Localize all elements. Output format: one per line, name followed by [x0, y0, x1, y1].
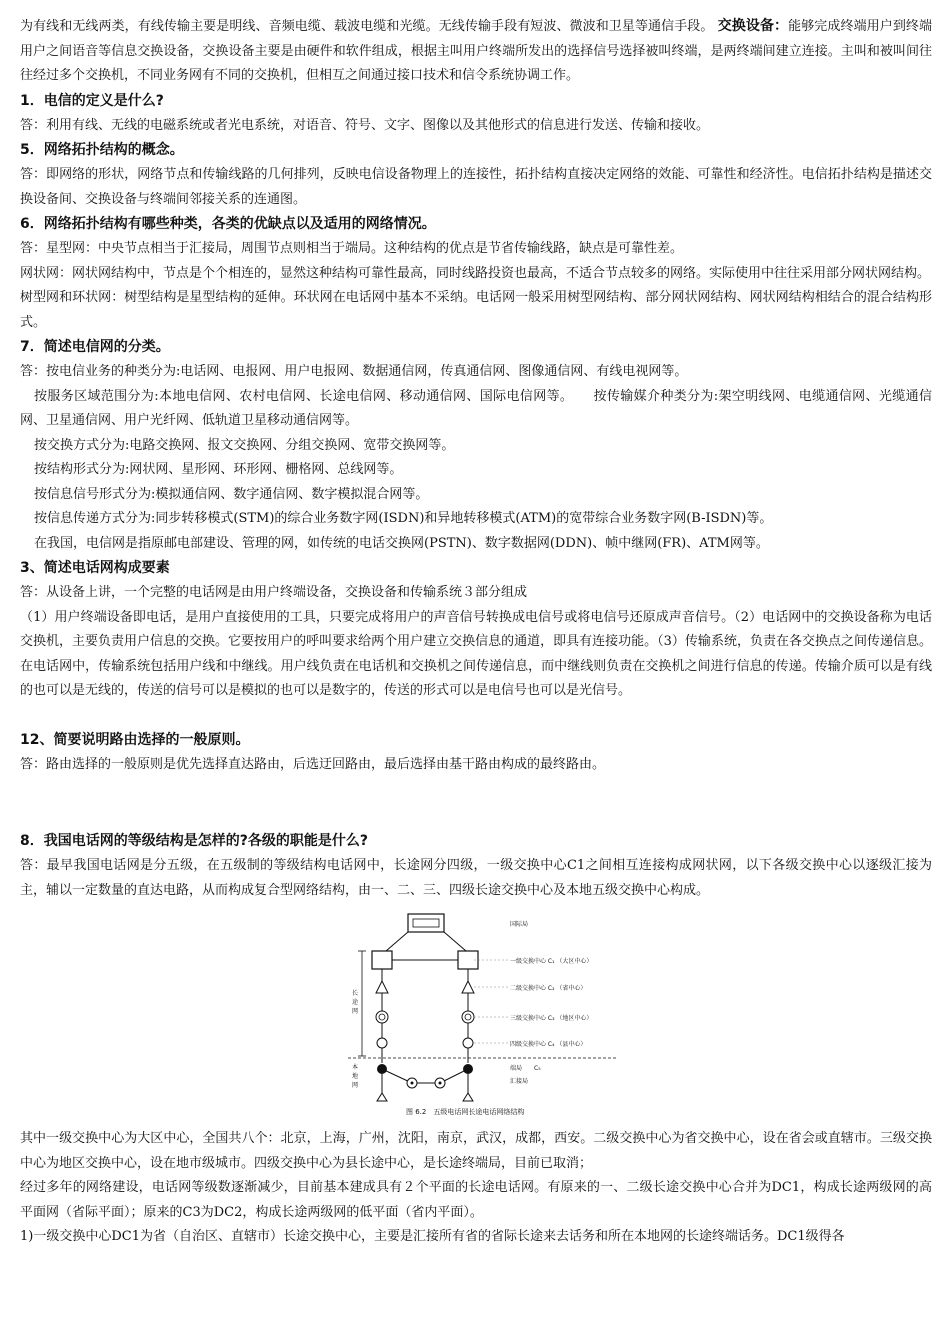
switch-equipment-term: 交换设备：	[717, 18, 789, 34]
label-c4: 四级交换中心 C₄ （县中心）	[510, 1041, 587, 1048]
question-8-title: 8．我国电话网的等级结构是怎样的?各级的职能是什么?	[20, 833, 368, 849]
figure-caption: 图 6.2 五级电话网长途电话网络结构	[406, 1108, 525, 1116]
terminal-right	[463, 1093, 473, 1101]
label-international: 国际局	[510, 921, 529, 928]
answer-7-signal: 按信息信号形式分为:模拟通信网、数字通信网、数字模拟混合网等。	[34, 486, 429, 502]
answer-7-china: 在我国，电信网是指原邮电部建设、管理的网，如传统的电话交换网(PSTN)、数字数据网(DDN)、帧中继网(FR)、ATM网等。	[34, 535, 769, 551]
answer-6-tree-ring: 树型网和环状网：树型结构是星型结构的延伸。环状网在电话网中基本不采纳。电话网一般采用树型网结构、部分网状网结构、网状网结构相结合的混合结构形式。	[20, 290, 932, 330]
question-1-title: 1．电信的定义是什么?	[20, 92, 164, 109]
question-3-title: 3、简述电话网构成要素	[20, 560, 170, 576]
label-c2: 二级交换中心 C₂ （省中心）	[510, 985, 587, 992]
answer-8: 答：最早我国电话网是分五级，在五级制的等级结构电话网中，长途网分四级，一级交换中心C1之间相互连接构成网状网，以下各级交换中心以逐级汇接为主，辅以一定数量的直达电路，从而构成复合型网络结构，由一、二、三、四级长途交换中心及本地五级交换中心构成。	[20, 858, 933, 898]
question-5-title: 5．网络拓扑结构的概念。	[20, 142, 184, 158]
spacer	[20, 704, 932, 728]
hierarchy-diagram	[348, 911, 618, 1121]
answer-3-intro: 答：从设备上讲，一个完整的电话网是由用户终端设备，交换设备和传输系统３部分组成	[20, 585, 528, 600]
c3-node-right	[462, 1011, 474, 1023]
c3-node-left	[376, 1011, 388, 1023]
label-c1: 一级交换中心 C₁ （大区中心）	[510, 958, 593, 965]
answer-8-dc1: 1)一级交换中心DC1为省（自治区、直辖市）长途交换中心，主要是汇接所有省的省际长途来去话务和所在本地网的长途终端话务。DC1级得各	[20, 1229, 845, 1244]
answer-7-transfer: 按信息传递方式分为:同步转移模式(STM)的综合业务数字网(ISDN)和异地转移模式(ATM)的宽带综合业务数字网(B-ISDN)等。	[34, 511, 773, 526]
intro-paragraph	[20, 14, 932, 89]
label-c5: 端局 C₅	[510, 1065, 541, 1072]
answer-7-switching: 按交换方式分为:电路交换网、报文交换网、分组交换网、宽带交换网等。	[34, 437, 455, 453]
answer-7-structure: 按结构形式分为:网状网、星形网、环形网、栅格网、总线网等。	[34, 462, 403, 477]
answer-6-star: 答：星型网：中央节点相当于汇接局，周围节点则相当于端局。这种结构的优点是节省传输线路，缺点是可靠性差。	[20, 241, 684, 256]
c2-node-right	[462, 981, 474, 993]
c1-exchange-left	[372, 951, 392, 969]
question-7-title: 7．简述电信网的分类。	[20, 339, 170, 355]
terminal-left	[377, 1093, 387, 1101]
label-tandem: 汇接局	[510, 1078, 529, 1085]
long-distance-label: 长 途 网	[352, 990, 359, 1015]
c2-node-left	[376, 981, 388, 993]
c4-node-left	[377, 1038, 387, 1048]
answer-3-detail: （1）用户终端设备即电话，是用户直接使用的工具，只要完成将用户的声音信号转换成电信号或将电信号还原成声音信号。（2）电话网中的交换设备称为电话交换机，主要负责用户信息的交换。它要按用户的呼叫要求给两个用户建立交换信息的通道，即具有连接功能。（3）传输系统，负责在各交换点之间传递信息。在电话网中，传输系统包括用户线和中继线。用户线负责在电话机和交换机之间传递信息，而中继线则负责在交换机之间进行信息的传递。传输介质可以是有线的也可以是无线的，传送的信号可以是模拟的也可以是数字的，传送的形式可以是电信号也可以是光信号。	[20, 609, 932, 698]
answer-7-area: 按服务区域范围分为:本地电信网、农村电信网、长途电信网、移动通信网、国际电信网等。 按传输媒介种类分为:架空明线网、电缆通信网、光缆通信网、卫星通信网、用户光纤网、低轨道卫星移动通信网等。	[20, 388, 932, 428]
answer-1: 答：利用有线、无线的电磁系统或者光电系统，对语音、符号、文字、图像以及其他形式的信息进行发送、传输和接收。	[20, 117, 710, 133]
question-12-title: 12、简要说明路由选择的一般原则。	[20, 731, 250, 748]
label-c3: 三级交换中心 C₃ （地区中心）	[510, 1015, 593, 1022]
answer-6-mesh: 网状网：网状网结构中，节点是个个相连的，显然这种结构可靠性最高，同时线路投资也最高，不适合节点较多的网络。实际使用中往往采用部分网状网结构。	[20, 265, 931, 281]
c4-node-right	[463, 1038, 473, 1048]
answer-5: 答：即网络的形状，网络节点和传输线路的几何排列，反映电信设备物理上的连接性，拓扑结构直接决定网络的效能、可靠性和经济性。电信拓扑结构是描述交换设备间、交换设备与终端间邻接关系的连通图。	[20, 167, 932, 207]
intro-text-b: 能够完成终端用户到终端用户之间语音等信息交换设备，交换设备主要是由硬件和软件组成，根据主叫用户终端所发出的选择信号选择被叫终端，是两终端间建立连接。主叫和被叫间往往经过多个交换机，不同业务网有不同的交换机，但相互之间通过接口技术和信令系统协调工作。	[20, 19, 932, 83]
question-6-title: 6．网络拓扑结构有哪些种类，各类的优缺点以及适用的网络情况。	[20, 216, 436, 232]
local-network-label: 本 地 网	[352, 1064, 359, 1089]
intro-text-a: 为有线和无线两类，有线传输主要是明线、音频电缆、载波电缆和光缆。无线传输手段有短波、微波和卫星等通信手段。	[20, 19, 714, 34]
document-page	[20, 14, 932, 1250]
answer-8-evolution: 经过多年的网络建设，电话网等级数逐渐减少，目前基本建成具有２个平面的长途电话网。有原来的一、二级长途交换中心合并为DC1，构成长途两级网的高平面网（省际平面）；原来的C3为DC2，构成长途两级网的低平面（省内平面）。	[20, 1180, 932, 1220]
spacer	[20, 777, 932, 829]
answer-12: 答：路由选择的一般原则是优先选择直达路由，后选迂回路由，最后选择由基干路由构成的最终路由。	[20, 756, 606, 772]
answer-8-levels: 其中一级交换中心为大区中心，全国共八个：北京，上海，广州，沈阳，南京，武汉，成都，西安。二级交换中心为省交换中心，设在省会或直辖市。三级交换中心为地区交换中心，设在地市级城市。四级交换中心为县长途中心，是长途终端局，目前已取消；	[20, 1131, 932, 1171]
answer-7-service: 答：按电信业务的种类分为:电话网、电报网、用户电报网、数据通信网，传真通信网、图像通信网、有线电视网等。	[20, 364, 688, 379]
